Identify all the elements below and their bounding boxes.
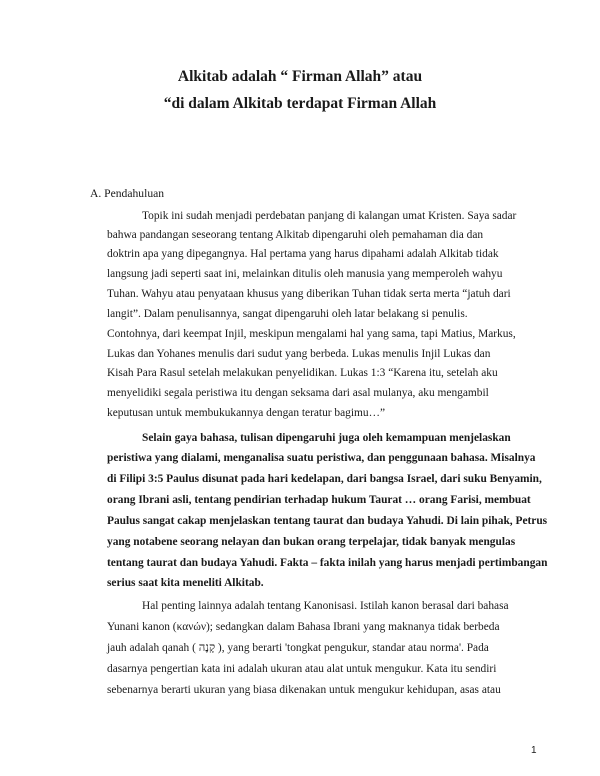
page-number: 1 (531, 745, 537, 756)
text-line: Yunani kanon (κανών); sedangkan dalam Bahasa Ibrani yang maknanya tidak berbeda (107, 621, 500, 633)
text-line: Selain gaya bahasa, tulisan dipengaruhi juga oleh kemampuan menjelaskan (142, 432, 511, 444)
text-line: peristiwa yang dialami, menganalisa suatu peristiwa, dan penggunaan bahasa. Misalnya (107, 452, 536, 464)
text-line: sebenarnya berarti ukuran yang biasa dikenakan untuk mengukur kehidupan, asas atau (107, 684, 501, 696)
text-line: tentang taurat dan budaya Yahudi. Fakta – fakta inilah yang harus menjadi pertimbangan (107, 557, 548, 569)
section-heading: A. Pendahuluan (90, 187, 165, 200)
text-line: jauh adalah qanah ( קָנֶה ), yang berarti 'tongkat pengukur, standar atau norma'. Pada (107, 642, 489, 654)
text-line: menyelidiki segala peristiwa itu dengan seksama dari asal mulanya, aku mengambil (107, 387, 489, 399)
text-line: langit”. Dalam penulisannya, sangat dipengaruhi oleh latar belakang si penulis. (107, 308, 468, 320)
text-line: bahwa pandangan seseorang tentang Alkitab dipengaruhi oleh pemahaman dia dan (107, 229, 484, 241)
text-line: yang notabene seorang nelayan dan bukan orang terpelajar, tidak banyak mengulas (107, 536, 516, 548)
text-line: Lukas dan Yohanes menulis dari sudut yang berbeda. Lukas menulis Injil Lukas dan (107, 348, 491, 360)
text-line: Contohnya, dari keempat Injil, meskipun mengalami hal yang sama, tapi Matius, Markus, (107, 328, 516, 340)
text-line: Kisah Para Rasul setelah melakukan penyelidikan. Lukas 1:3 “Karena itu, setelah aku (107, 367, 498, 379)
text-line: Hal penting lainnya adalah tentang Kanonisasi. Istilah kanon berasal dari bahasa (142, 600, 509, 612)
text-line: keputusan untuk membukukannya dengan teratur bagimu…” (107, 407, 386, 419)
text-line: Tuhan. Wahyu atau penyataan khusus yang diberikan Tuhan tidak serta merta “jatuh dari (107, 288, 511, 300)
text-line: Paulus sangat cakap menjelaskan tentang taurat dan budaya Yahudi. Di lain pihak, Petrus (107, 515, 548, 527)
text-line: di Filipi 3:5 Paulus disunat pada hari kedelapan, dari bangsa Israel, dari suku Benyamin, (107, 473, 542, 485)
title-line-2: “di dalam Alkitab terdapat Firman Allah (163, 95, 437, 112)
text-line: serius saat kita meneliti Alkitab. (107, 577, 264, 589)
text-line: Topik ini sudah menjadi perdebatan panjang di kalangan umat Kristen. Saya sadar (142, 210, 517, 222)
title-line-1: Alkitab adalah “ Firman Allah” atau (177, 68, 423, 85)
text-line: langsung jadi seperti saat ini, melainkan ditulis oleh manusia yang memperoleh wahyu (107, 268, 503, 280)
text-line: doktrin apa yang dipegangnya. Hal pertama yang harus dipahami adalah Alkitab tidak (107, 248, 499, 260)
text-line: orang Ibrani asli, tentang pendirian terhadap hukum Taurat … orang Farisi, membuat (107, 494, 531, 506)
text-line: dasarnya pengertian kata ini adalah ukuran atau alat untuk mengukur. Kata itu sendiri (107, 663, 497, 675)
